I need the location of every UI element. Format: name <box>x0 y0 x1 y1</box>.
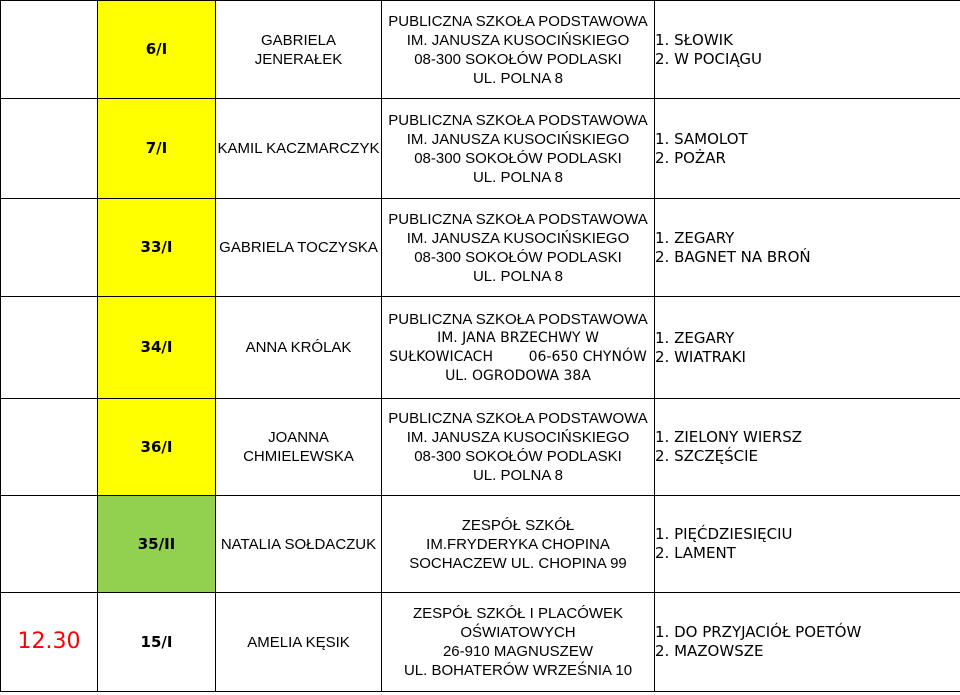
participant-code: 15/I <box>98 593 216 692</box>
school-info: PUBLICZNA SZKOŁA PODSTAWOWA IM. JANUSZA KUSOCIŃSKIEGO 08-300 SOKOŁÓW PODLASKI UL. POLNA 8 <box>382 99 655 199</box>
school-info: PUBLICZNA SZKOŁA PODSTAWOWA IM. JANUSZA KUSOCIŃSKIEGO 08-300 SOKOŁÓW PODLASKI UL. POLNA 8 <box>382 1 655 99</box>
participant-name: GABRIELA JENERAŁEK <box>216 1 382 99</box>
time-cell <box>1 297 98 399</box>
repertoire: 1. ZIELONY WIERSZ 2. SZCZĘŚCIE <box>655 399 960 496</box>
school-info: ZESPÓŁ SZKÓŁ I PLACÓWEK OŚWIATOWYCH 26-910 MAGNUSZEW UL. BOHATERÓW WRZEŚNIA 10 <box>382 593 655 692</box>
table-row <box>1 593 960 692</box>
school-info: PUBLICZNA SZKOŁA PODSTAWOWA IM. JANUSZA KUSOCIŃSKIEGO 08-300 SOKOŁÓW PODLASKI UL. POLNA 8 <box>382 399 655 496</box>
time-cell <box>1 199 98 297</box>
time-cell <box>1 496 98 593</box>
time-cell <box>1 399 98 496</box>
participant-code: 36/I <box>98 399 216 496</box>
time-cell: 12.30 <box>1 593 98 692</box>
school-info: PUBLICZNA SZKOŁA PODSTAWOWA IM. JANUSZA KUSOCIŃSKIEGO 08-300 SOKOŁÓW PODLASKI UL. POLNA 8 <box>382 199 655 297</box>
participant-name: NATALIA SOŁDACZUK <box>216 496 382 593</box>
participant-code: 6/I <box>98 1 216 99</box>
repertoire: 1. PIĘĆDZIESIĘCIU 2. LAMENT <box>655 496 960 593</box>
participant-name: ANNA KRÓLAK <box>216 297 382 399</box>
participant-name: GABRIELA TOCZYSKA <box>216 199 382 297</box>
repertoire: 1. SŁOWIK 2. W POCIĄGU <box>655 1 960 99</box>
table-row <box>1 496 960 593</box>
repertoire: 1. ZEGARY 2. WIATRAKI <box>655 297 960 399</box>
table-row <box>1 399 960 496</box>
participant-name: KAMIL KACZMARCZYK <box>216 99 382 199</box>
time-cell <box>1 1 98 99</box>
repertoire: 1. DO PRZYJACIÓŁ POETÓW 2. MAZOWSZE <box>655 593 960 692</box>
repertoire: 1. SAMOLOT 2. POŻAR <box>655 99 960 199</box>
repertoire: 1. ZEGARY 2. BAGNET NA BROŃ <box>655 199 960 297</box>
participant-code: 33/I <box>98 199 216 297</box>
table-row <box>1 1 960 99</box>
school-info: ZESPÓŁ SZKÓŁ IM.FRYDERYKA CHOPINA SOCHACZEW UL. CHOPINA 99 <box>382 496 655 593</box>
table-row <box>1 297 960 399</box>
participant-name: JOANNA CHMIELEWSKA <box>216 399 382 496</box>
participant-code: 7/I <box>98 99 216 199</box>
time-cell <box>1 99 98 199</box>
participant-code: 34/I <box>98 297 216 399</box>
participant-code: 35/II <box>98 496 216 593</box>
table-row <box>1 199 960 297</box>
table-row <box>1 99 960 199</box>
school-info: PUBLICZNA SZKOŁA PODSTAWOWA IM. JANA BRZECHWY W SUŁKOWICACH 06-650 CHYNÓW UL. OGRODOWA 38A <box>382 297 655 399</box>
participant-name: AMELIA KĘSIK <box>216 593 382 692</box>
